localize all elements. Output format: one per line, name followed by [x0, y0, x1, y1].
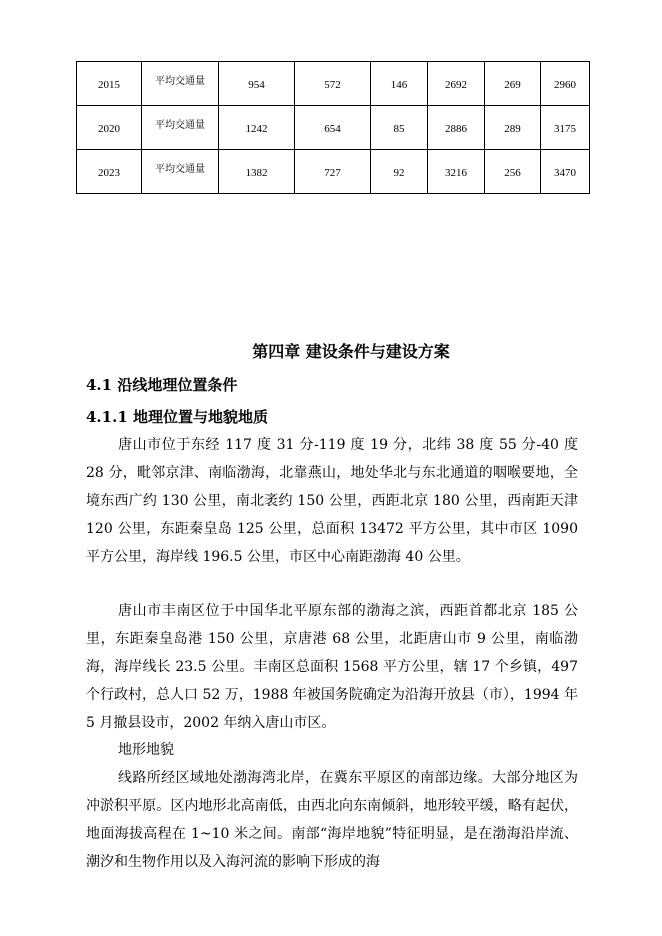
value-cell: 85: [371, 106, 428, 150]
value-cell: 572: [295, 62, 371, 106]
type-cell: 平均交通量: [142, 62, 219, 106]
value-cell: 1382: [219, 150, 295, 194]
value-cell: 92: [371, 150, 428, 194]
type-cell: 平均交通量: [142, 150, 219, 194]
value-cell: 1242: [219, 106, 295, 150]
year-cell: 2020: [77, 106, 142, 150]
value-cell: 654: [295, 106, 371, 150]
paragraph-fengnan: 唐山市丰南区位于中国华北平原东部的渤海之滨，西距首都北京 185 公里，东距秦皇岛港 150 公里，京唐港 68 公里，北距唐山市 9 公里，南临渤海，海岸线长 23.5 公里。丰南区总面积 1568 平方公里，辖 17 个乡镇，497 个行政村，总人口 52 万，1988 年被国务院确定为沿海开放县（市），1994 年 5 月撤县设市，2002 年纳入唐山市区。: [86, 603, 578, 731]
section-heading: 4.1 沿线地理位置条件: [86, 376, 238, 394]
value-cell: 289: [485, 106, 541, 150]
value-cell: 256: [485, 150, 541, 194]
terrain-subheading: 地形地貌: [118, 742, 174, 758]
value-cell: 146: [371, 62, 428, 106]
subsection-heading: 4.1.1 地理位置与地貌地质: [86, 408, 268, 426]
paragraph-terrain: 线路所经区域地处渤海湾北岸，在冀东平原区的南部边缘。大部分地区为冲淤积平原。区内地形北高南低，由西北向东南倾斜，地形较平缓，略有起伏，地面海拔高程在 1~10 米之间。南部“海岸地貌”特征明显，是在渤海沿岸流、潮汐和生物作用以及入海河流的影响下形成的海: [86, 770, 578, 870]
value-cell: 3216: [428, 150, 485, 194]
type-cell: 平均交通量: [142, 106, 219, 150]
table-row: [77, 150, 590, 194]
year-cell: 2023: [77, 150, 142, 194]
traffic-volume-table: [76, 61, 590, 194]
value-cell: 2692: [428, 62, 485, 106]
value-cell: 954: [219, 62, 295, 106]
value-cell: 727: [295, 150, 371, 194]
table-row: [77, 62, 590, 106]
value-cell: 2960: [541, 62, 590, 106]
value-cell: 269: [485, 62, 541, 106]
value-cell: 3175: [541, 106, 590, 150]
year-cell: 2015: [77, 62, 142, 106]
value-cell: 2886: [428, 106, 485, 150]
table-row: [77, 106, 590, 150]
paragraph-location: 唐山市位于东经 117 度 31 分-119 度 19 分，北纬 38 度 55 分-40 度 28 分，毗邻京津、南临渤海，北靠燕山，地处华北与东北通道的咽喉要地，全境东西广约 130 公里，南北袤约 150 公里，西距北京 180 公里，西南距天津 120 公里，东距秦皇岛 125 公里，总面积 13472 平方公里，其中市区 1090 平方公里，海岸线 196.5 公里，市区中心南距渤海 40 公里。: [86, 437, 578, 565]
value-cell: 3470: [541, 150, 590, 194]
chapter-title: 第四章 建设条件与建设方案: [252, 342, 450, 361]
